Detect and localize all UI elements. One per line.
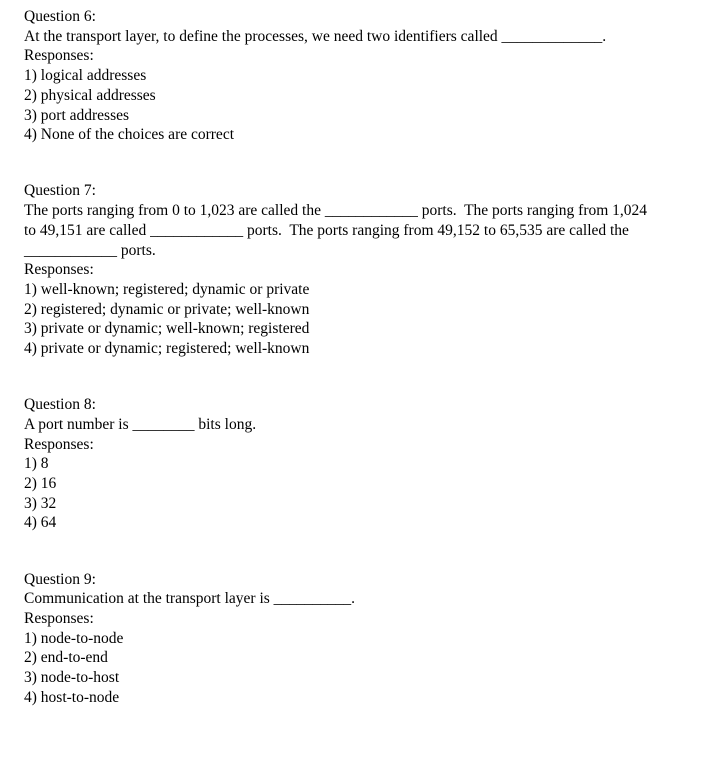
choice-option: 2) physical addresses <box>24 86 156 104</box>
question-text-line: At the transport layer, to define the processes, we need two identifiers called _____________. <box>24 27 607 45</box>
question-text-line: Communication at the transport layer is __________. <box>24 590 356 608</box>
responses-label: Responses: <box>24 435 94 453</box>
choice-option: 4) private or dynamic; registered; well-known <box>24 340 310 358</box>
responses-label: Responses: <box>24 610 94 628</box>
choice-option: 3) port addresses <box>24 106 130 124</box>
question-block-7 <box>24 181 697 358</box>
responses-label: Responses: <box>24 47 94 65</box>
question-label: Question 6: <box>24 8 96 25</box>
question-block-6 <box>24 7 697 145</box>
choice-option: 1) logical addresses <box>24 67 147 85</box>
question-block-9 <box>24 570 697 708</box>
choice-option: 2) end-to-end <box>24 649 108 667</box>
choice-option: 1) well-known; registered; dynamic or private <box>24 280 310 298</box>
question-block-8 <box>24 395 697 533</box>
question-text-line: to 49,151 are called ____________ ports. The ports ranging from 49,152 to 65,535 are called the <box>24 221 629 239</box>
question-label: Question 7: <box>24 182 96 200</box>
choice-option: 3) 32 <box>24 494 57 512</box>
choice-option: 2) 16 <box>24 475 57 493</box>
question-text-line: ____________ ports. <box>24 241 156 259</box>
question-label: Question 8: <box>24 396 96 414</box>
choice-option: 1) 8 <box>24 455 49 473</box>
responses-label: Responses: <box>24 261 94 279</box>
choice-option: 4) 64 <box>24 514 57 532</box>
question-text-line: The ports ranging from 0 to 1,023 are called the ____________ ports. The ports ranging from 1,024 <box>24 202 648 220</box>
choice-option: 3) private or dynamic; well-known; registered <box>24 320 310 338</box>
question-text-line: A port number is ________ bits long. <box>24 415 257 433</box>
choice-option: 1) node-to-node <box>24 629 124 647</box>
choice-option: 4) host-to-node <box>24 688 120 706</box>
choice-option: 2) registered; dynamic or private; well-known <box>24 300 310 318</box>
choice-option: 3) node-to-host <box>24 669 120 687</box>
choice-option: 4) None of the choices are correct <box>24 126 234 144</box>
question-label: Question 9: <box>24 570 96 588</box>
